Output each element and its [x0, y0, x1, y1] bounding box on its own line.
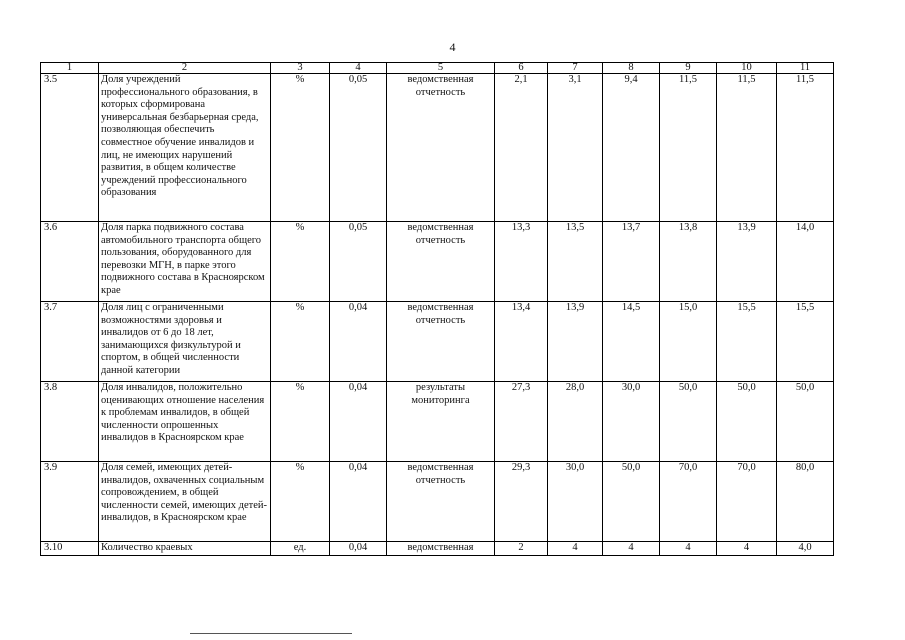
column-header: 11	[777, 63, 834, 74]
value-cell: 80,0	[777, 462, 834, 542]
row-number: 3.5	[41, 74, 99, 222]
value-cell: 4	[660, 542, 717, 556]
source-cell: ведомственная отчетность	[387, 302, 495, 382]
source-cell: ведомственная отчетность	[387, 462, 495, 542]
indicator-name: Количество краевых	[99, 542, 271, 556]
value-cell: 11,5	[777, 74, 834, 222]
table-row	[41, 382, 834, 462]
row-number: 3.8	[41, 382, 99, 462]
source-cell: ведомственная отчетность	[387, 222, 495, 302]
weight-cell: 0,04	[330, 382, 387, 462]
row-number: 3.7	[41, 302, 99, 382]
value-cell: 4	[548, 542, 603, 556]
value-cell: 14,5	[603, 302, 660, 382]
value-cell: 13,8	[660, 222, 717, 302]
weight-cell: 0,05	[330, 222, 387, 302]
value-cell: 50,0	[603, 462, 660, 542]
value-cell: 50,0	[777, 382, 834, 462]
indicator-name: Доля лиц с ограниченными возможностями здоровья и инвалидов от 6 до 18 лет, занимающихся физкультурой и спортом, в общей численности данной категории	[99, 302, 271, 382]
weight-cell: 0,04	[330, 542, 387, 556]
value-cell: 50,0	[717, 382, 777, 462]
column-header: 10	[717, 63, 777, 74]
value-cell: 13,5	[548, 222, 603, 302]
indicator-name: Доля учреждений профессионального образования, в которых сформирована универсальная безбарьерная среда, позволяющая обеспечить совместное обучение инвалидов и лиц, не имеющих нарушений развития, в общем количестве учреждений профессионального образования	[99, 74, 271, 222]
column-header: 6	[495, 63, 548, 74]
value-cell: 50,0	[660, 382, 717, 462]
column-header: 9	[660, 63, 717, 74]
table-row	[41, 302, 834, 382]
weight-cell: 0,04	[330, 462, 387, 542]
indicators-table	[40, 62, 834, 556]
column-header: 1	[41, 63, 99, 74]
value-cell: 15,5	[717, 302, 777, 382]
column-header: 7	[548, 63, 603, 74]
column-header: 2	[99, 63, 271, 74]
indicator-name: Доля парка подвижного состава автомобильного транспорта общего пользования, оборудованного для перевозки МГН, в парке этого подвижного состава в Красноярском крае	[99, 222, 271, 302]
source-cell: результаты мониторинга	[387, 382, 495, 462]
weight-cell: 0,04	[330, 302, 387, 382]
unit-cell: %	[271, 222, 330, 302]
value-cell: 4	[717, 542, 777, 556]
table-row	[41, 222, 834, 302]
value-cell: 11,5	[717, 74, 777, 222]
row-number: 3.6	[41, 222, 99, 302]
value-cell: 13,3	[495, 222, 548, 302]
source-cell: ведомственная отчетность	[387, 74, 495, 222]
value-cell: 2,1	[495, 74, 548, 222]
row-number: 3.9	[41, 462, 99, 542]
weight-cell: 0,05	[330, 74, 387, 222]
unit-cell: ед.	[271, 542, 330, 556]
column-header: 5	[387, 63, 495, 74]
indicator-name: Доля семей, имеющих детей-инвалидов, охваченных социальным сопровождением, в общей численности семей, имеющих детей-инвалидов, в Красноярском крае	[99, 462, 271, 542]
source-cell: ведомственная	[387, 542, 495, 556]
column-header: 4	[330, 63, 387, 74]
value-cell: 70,0	[660, 462, 717, 542]
value-cell: 13,7	[603, 222, 660, 302]
value-cell: 15,5	[777, 302, 834, 382]
value-cell: 3,1	[548, 74, 603, 222]
indicator-name: Доля инвалидов, положительно оценивающих отношение населения к проблемам инвалидов, в общей численности опрошенных инвалидов в Красноярском крае	[99, 382, 271, 462]
value-cell: 70,0	[717, 462, 777, 542]
value-cell: 13,4	[495, 302, 548, 382]
table-header-row	[41, 63, 834, 74]
row-number: 3.10	[41, 542, 99, 556]
unit-cell: %	[271, 302, 330, 382]
value-cell: 2	[495, 542, 548, 556]
column-header: 3	[271, 63, 330, 74]
value-cell: 30,0	[548, 462, 603, 542]
column-header: 8	[603, 63, 660, 74]
value-cell: 14,0	[777, 222, 834, 302]
table-row	[41, 462, 834, 542]
page-number: 4	[449, 40, 456, 54]
value-cell: 27,3	[495, 382, 548, 462]
value-cell: 4	[603, 542, 660, 556]
unit-cell: %	[271, 74, 330, 222]
value-cell: 11,5	[660, 74, 717, 222]
value-cell: 29,3	[495, 462, 548, 542]
unit-cell: %	[271, 382, 330, 462]
value-cell: 15,0	[660, 302, 717, 382]
value-cell: 28,0	[548, 382, 603, 462]
table-row	[41, 542, 834, 556]
value-cell: 13,9	[717, 222, 777, 302]
value-cell: 9,4	[603, 74, 660, 222]
value-cell: 30,0	[603, 382, 660, 462]
value-cell: 13,9	[548, 302, 603, 382]
value-cell: 4,0	[777, 542, 834, 556]
table-row	[41, 74, 834, 222]
footer-divider	[190, 633, 352, 634]
unit-cell: %	[271, 462, 330, 542]
